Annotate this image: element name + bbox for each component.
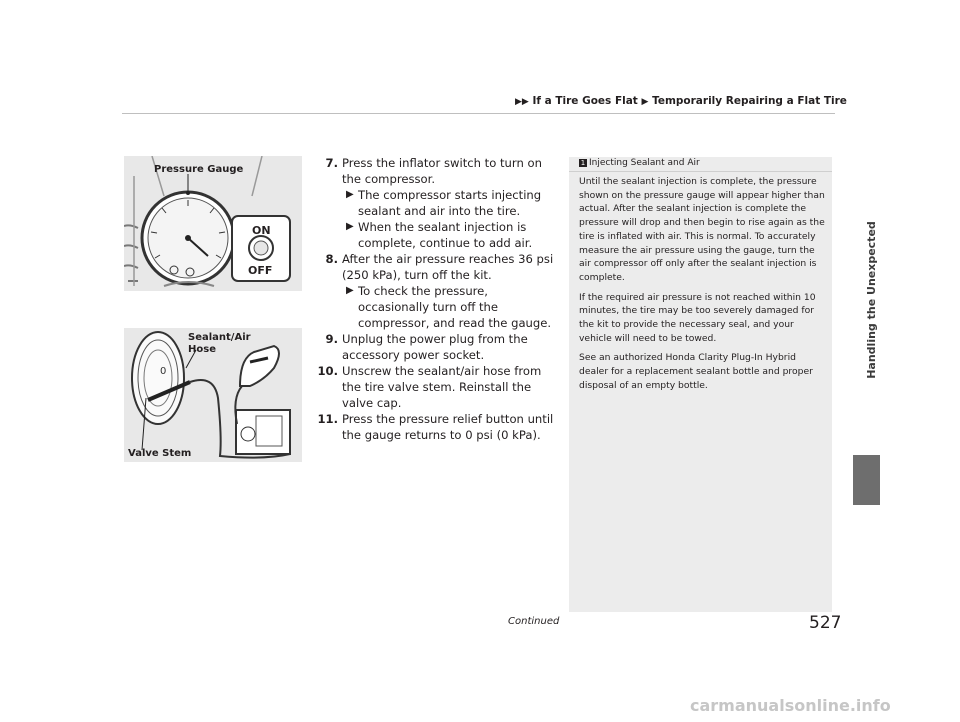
- step-10: [308, 363, 558, 411]
- valve-stem-label: Valve Stem: [128, 448, 192, 459]
- off-label: OFF: [248, 264, 273, 277]
- svg-text:0: 0: [160, 366, 167, 377]
- chevron-right-icon: ▶▶: [515, 97, 529, 107]
- step-11: [308, 411, 558, 443]
- step-text: Press the pressure relief button until the gauge returns to 0 psi (0 kPa).: [342, 412, 554, 442]
- step-number: 7.: [325, 156, 338, 170]
- step-7: [308, 155, 558, 187]
- section-tab-label: Handling the Unexpected: [865, 221, 878, 379]
- breadcrumb: [515, 95, 847, 107]
- step-text: Unscrew the sealant/air hose from the tire valve stem. Reinstall the valve cap.: [342, 364, 542, 410]
- step-8: [308, 251, 558, 283]
- chevron-right-icon: ▶: [346, 189, 354, 200]
- sealant-hose-label-line2: Hose: [188, 344, 216, 355]
- on-label: ON: [252, 224, 271, 237]
- step-number: 10.: [317, 364, 338, 378]
- step-text: Press the inflator switch to turn on the compressor.: [342, 156, 542, 186]
- step-number: 8.: [325, 252, 338, 266]
- substep-text: When the sealant injection is complete, continue to add air.: [358, 220, 533, 250]
- substep: [308, 187, 558, 219]
- note-panel: [569, 157, 832, 612]
- note-paragraph: If the required air pressure is not reached within 10 minutes, the tire may be too severely damaged for the kit to provide the necessary seal, and your vehicle will need to be towed.: [579, 291, 816, 344]
- chevron-right-icon: ▶: [346, 285, 354, 296]
- note-paragraph: Until the sealant injection is complete, the pressure shown on the pressure gauge will appear higher than actual. After the sealant injection is complete the pressure will drop and then begin to rise again as the tire is inflated with air. This is normal. To accurately measure the air pressure using the gauge, turn the air compressor off only after the sealant injection is complete.: [579, 176, 825, 283]
- sealant-hose-label: Sealant/Air: [188, 332, 251, 343]
- substep-text: To check the pressure, occasionally turn off the compressor, and read the gauge.: [358, 284, 552, 330]
- page-number: 527: [809, 613, 842, 633]
- chevron-right-icon: ▶: [641, 97, 649, 107]
- substep: [308, 283, 558, 331]
- pressure-gauge-illustration: [124, 156, 302, 291]
- header-divider: [122, 113, 835, 114]
- pressure-gauge-label: Pressure Gauge: [154, 164, 244, 175]
- note-divider: [569, 171, 832, 172]
- step-number: 9.: [325, 332, 338, 346]
- section-marker: [853, 455, 880, 505]
- breadcrumb-item[interactable]: If a Tire Goes Flat: [532, 95, 638, 107]
- procedure-steps: [308, 155, 558, 443]
- note-title-text: Injecting Sealant and Air: [589, 158, 700, 168]
- section-tab[interactable]: [853, 150, 879, 450]
- note-title: [579, 158, 700, 168]
- substep: [308, 219, 558, 251]
- step-text: After the air pressure reaches 36 psi (250 kPa), turn off the kit.: [342, 252, 554, 282]
- substep-text: The compressor starts injecting sealant and air into the tire.: [358, 188, 542, 218]
- note-marker-icon: 1: [580, 159, 586, 167]
- breadcrumb-item[interactable]: Temporarily Repairing a Flat Tire: [652, 95, 847, 107]
- note-paragraph: See an authorized Honda Clarity Plug-In Hybrid dealer for a replacement sealant bottle and proper disposal of an empty bottle.: [579, 352, 813, 391]
- note-body: [579, 175, 827, 399]
- step-9: [308, 331, 558, 363]
- step-text: Unplug the power plug from the accessory power socket.: [342, 332, 528, 362]
- chevron-right-icon: ▶: [346, 221, 354, 232]
- sealant-hose-illustration: [124, 328, 302, 462]
- step-number: 11.: [317, 412, 338, 426]
- pressure-gauge-drawing: [124, 156, 302, 291]
- watermark: carmanualsonline.info: [690, 696, 891, 715]
- continued-label: Continued: [508, 616, 560, 627]
